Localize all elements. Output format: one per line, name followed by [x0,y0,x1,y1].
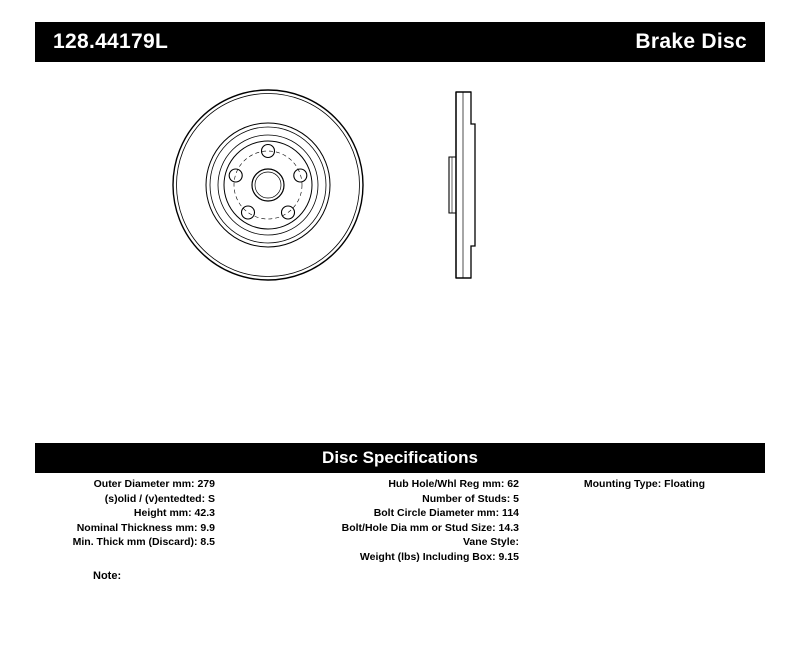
spec-column-middle [219,477,527,564]
technical-drawing [35,80,765,420]
spec-column-right [527,477,765,492]
spec-section-header [35,443,765,473]
header-bar [35,22,765,62]
spec-item: (s)olid / (v)entedted: S [104,492,215,505]
spec-item: Weight (lbs) Including Box: 9.15 [359,550,519,563]
spec-item: Vane Style: [462,536,519,548]
spec-item: Height mm: 42.3 [133,507,215,519]
rotor-front-view [173,90,363,280]
spec-section-title: Disc Specifications [322,448,478,467]
spec-item: Min. Thick mm (Discard): 8.5 [72,536,215,548]
spec-table [35,477,765,564]
part-number: 128.44179L [53,30,169,53]
spec-column-left [35,477,219,550]
spec-item: Hub Hole/Whl Reg mm: 62 [388,478,519,490]
spec-item: Mounting Type: Floating [583,478,705,490]
rotor-side-view [449,92,475,278]
note-label: Note: [93,570,122,582]
spec-item: Number of Studs: 5 [422,492,519,505]
spec-item: Bolt Circle Diameter mm: 114 [373,507,519,519]
spec-item: Outer Diameter mm: 279 [93,478,215,490]
spec-item: Nominal Thickness mm: 9.9 [76,521,215,534]
product-type-label: Brake Disc [635,30,747,53]
spec-item: Bolt/Hole Dia mm or Stud Size: 14.3 [341,521,519,534]
